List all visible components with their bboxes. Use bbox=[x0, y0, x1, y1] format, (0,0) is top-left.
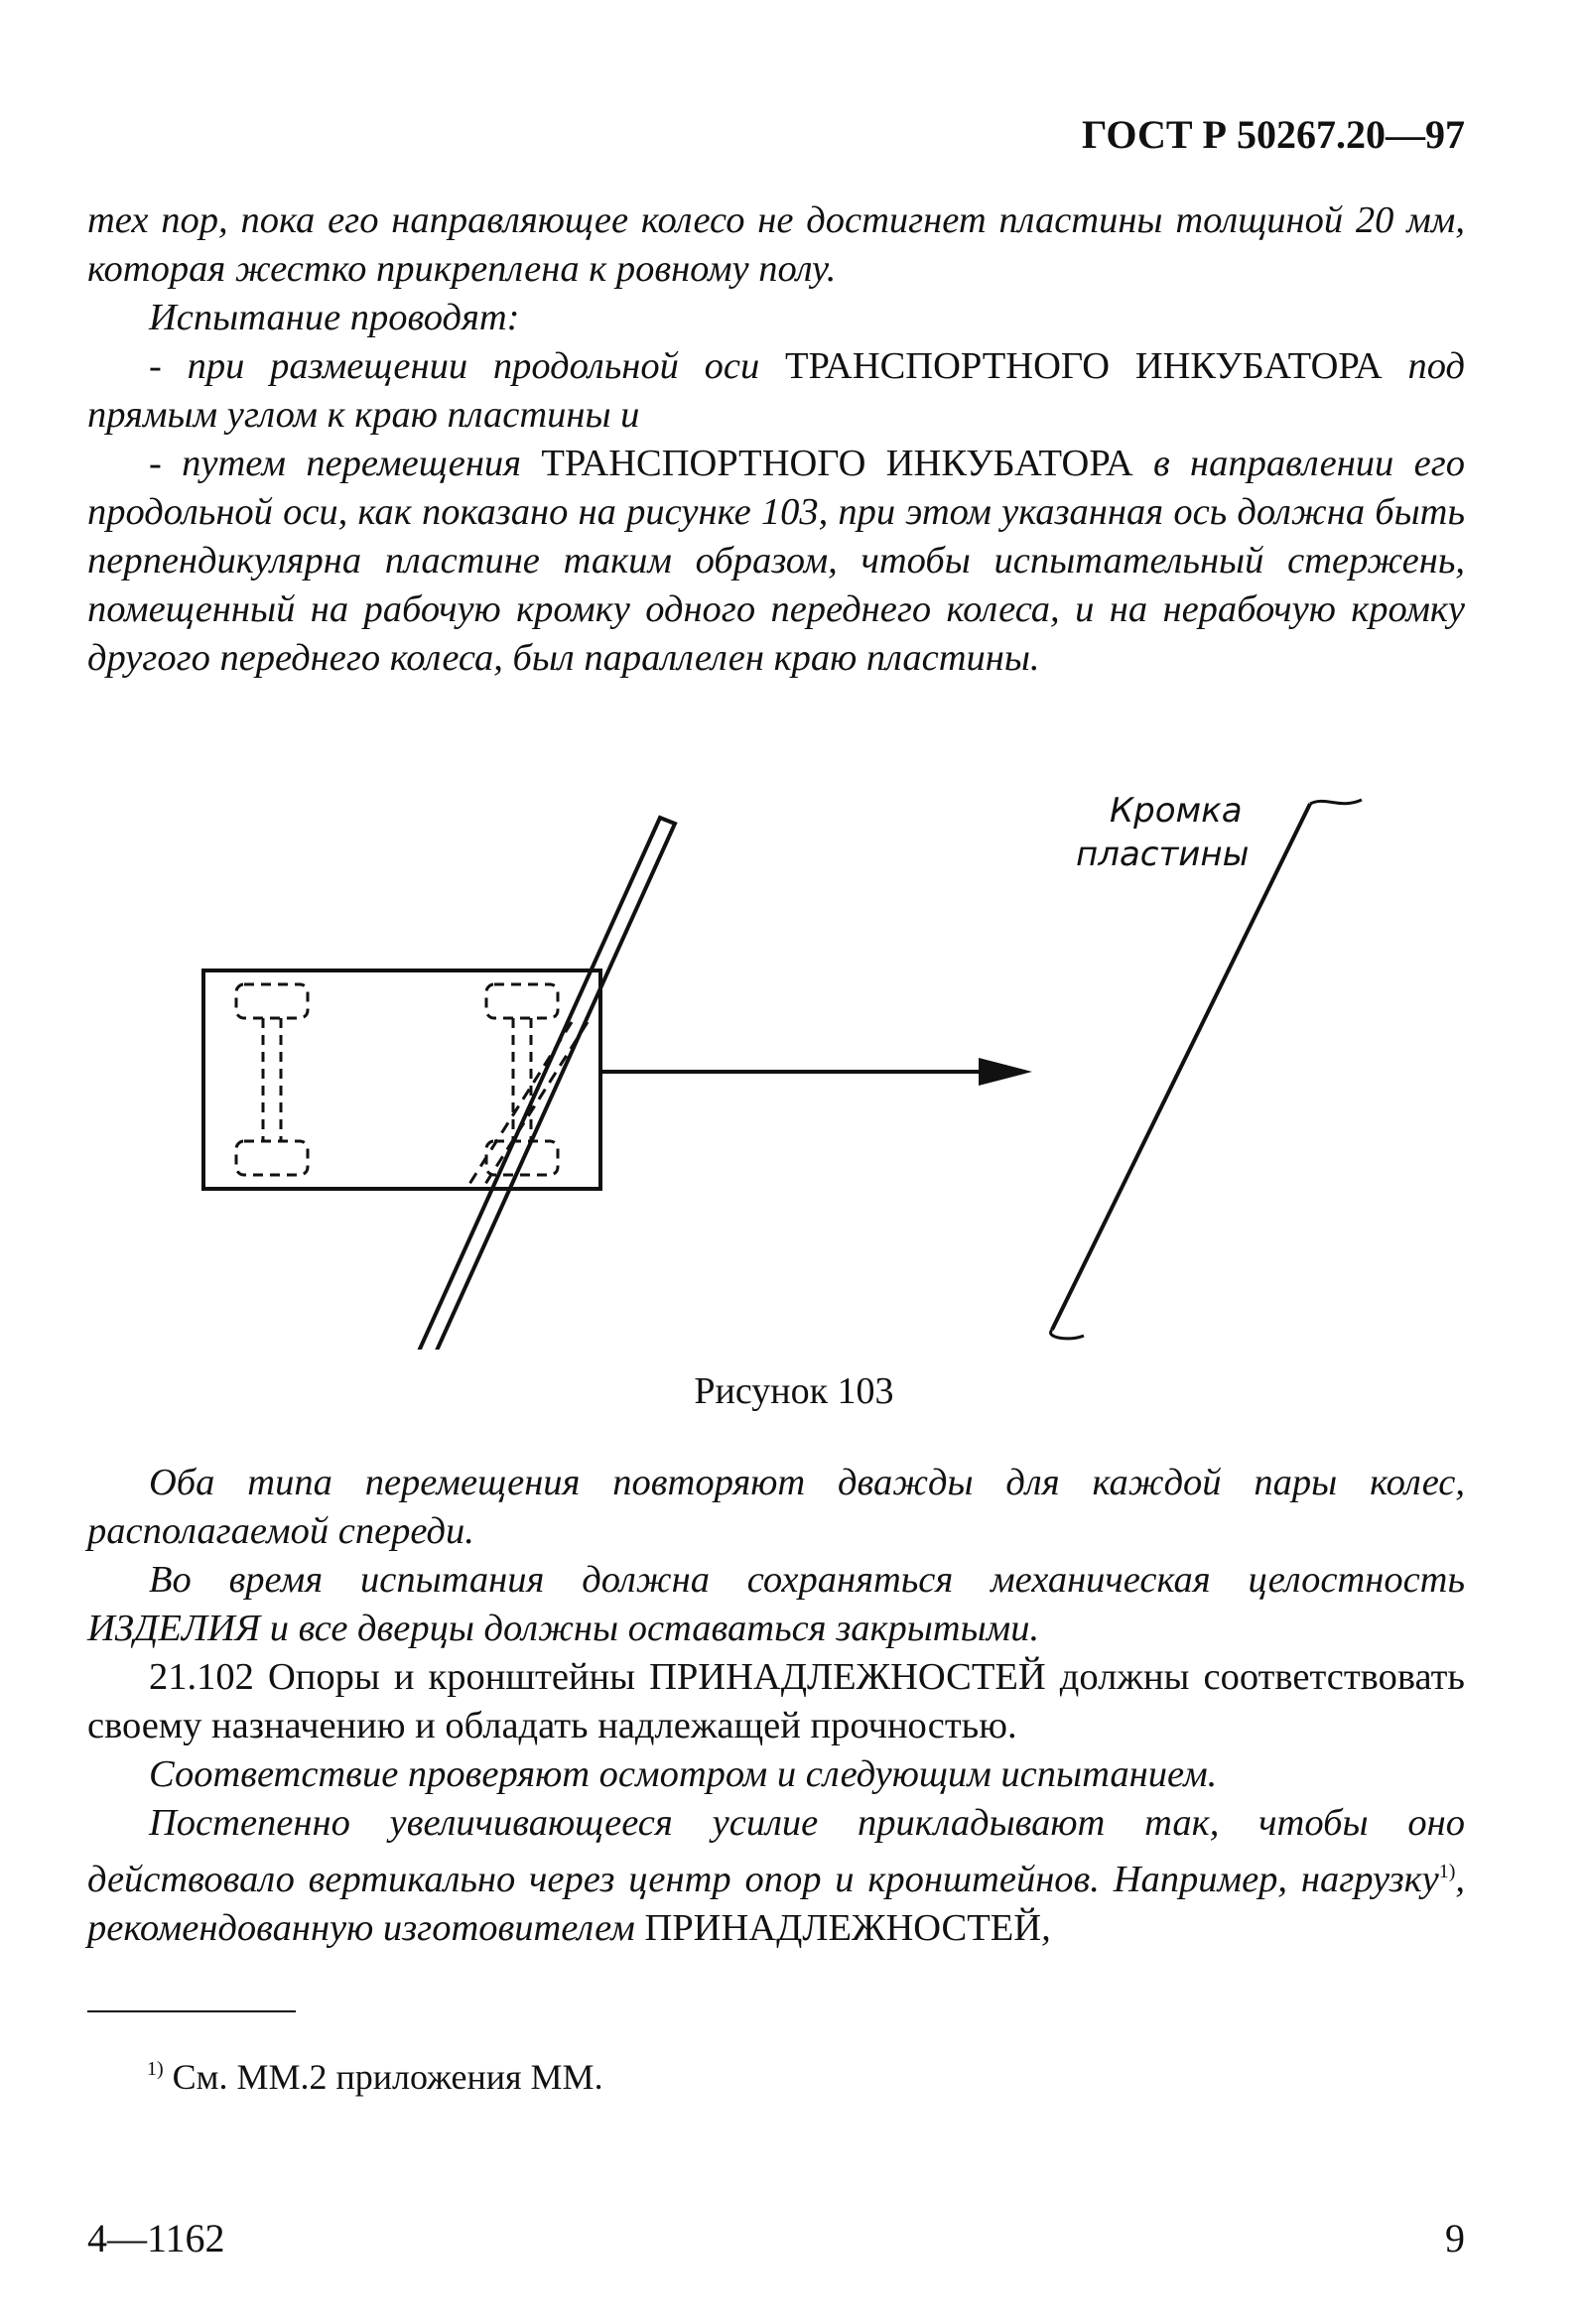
plate-edge-line bbox=[1052, 804, 1310, 1330]
footnote-reference[interactable]: 1) bbox=[1438, 1861, 1456, 1882]
plate-edge-break-bottom bbox=[1051, 1330, 1084, 1339]
footnote-separator bbox=[87, 2010, 296, 2012]
footnote bbox=[147, 2056, 603, 2098]
text-fragment: - при размещении продольной оси bbox=[149, 345, 786, 387]
paragraph-test-intro: Испытание проводят: bbox=[149, 297, 520, 338]
test-rod bbox=[417, 818, 675, 1350]
figure-103-diagram bbox=[159, 794, 1409, 1350]
paragraph-repeat: Оба типа перемещения повторяют дважды для каждой пары колес, располагаемой спереди. bbox=[87, 1462, 1465, 1552]
text-fragment: в направлении его продольной оси, как показано на рисунке 103, при этом указанная ось должна быть перпендикулярна пластине таким образом, чтобы испытательный стержень, помещенный на рабочую кромку одного переднего колеса, и на нерабочую кромку другого переднего колеса, был параллелен краю пластины. bbox=[87, 443, 1465, 679]
text-fragment: под прямым углом к краю пластины и bbox=[87, 345, 1466, 436]
footnote-marker: 1) bbox=[147, 2058, 164, 2080]
text-fragment: и все дверцы должны оставаться закрытыми. bbox=[260, 1608, 1040, 1649]
document-number-header: ГОСТ Р 50267.20—97 bbox=[1081, 112, 1465, 157]
figure-caption: Рисунок 103 bbox=[694, 1370, 894, 1412]
paragraph-integrity bbox=[87, 1556, 1465, 1653]
paragraph-continuation: тех пор, пока его направляющее колесо не достигнет пластины толщиной 20 мм, которая жестко прикреплена к ровному полу. bbox=[87, 199, 1465, 290]
text-fragment: должны соответствовать своему назначению и обладать надлежащей прочностью. bbox=[87, 1656, 1465, 1746]
paragraph-test-item-1 bbox=[87, 342, 1465, 440]
test-rod-hidden bbox=[466, 1022, 588, 1189]
caps-term: ИЗДЕЛИЯ bbox=[87, 1608, 261, 1649]
plate-edge-label-line2: пластины bbox=[1076, 835, 1250, 874]
bottom-text-block bbox=[87, 1459, 1465, 1953]
paragraph-compliance: Соответствие проверяют осмотром и следующим испытанием. bbox=[149, 1753, 1218, 1795]
paragraph-test-item-2 bbox=[87, 440, 1465, 683]
text-fragment: , bbox=[1041, 1907, 1051, 1949]
plate-edge-break-top bbox=[1310, 800, 1362, 804]
right-wheel-set bbox=[486, 984, 558, 1175]
caps-term: ПРИНАДЛЕЖНОСТЕЙ bbox=[644, 1907, 1042, 1949]
caps-term: ПРИНАДЛЕЖНОСТЕЙ bbox=[649, 1656, 1046, 1698]
caps-term: ТРАНСПОРТНОГО ИНКУБАТОРА bbox=[785, 345, 1383, 387]
page-number: 9 bbox=[1445, 2216, 1465, 2260]
text-fragment: - путем перемещения bbox=[149, 443, 542, 484]
footnote-text: См. ММ.2 приложения ММ. bbox=[163, 2057, 603, 2097]
left-wheel-set bbox=[236, 984, 308, 1175]
text-fragment: , рекомендованную изготовителем bbox=[87, 1859, 1465, 1949]
footer-code: 4—1162 bbox=[87, 2216, 225, 2260]
movement-arrow-head bbox=[979, 1058, 1032, 1086]
text-fragment: Во время испытания должна сохраняться механическая целостность bbox=[149, 1559, 1465, 1601]
top-text-block bbox=[87, 196, 1465, 683]
text-fragment: 21.102 Опоры и кронштейны bbox=[149, 1656, 650, 1698]
paragraph-clause-21-102 bbox=[87, 1653, 1465, 1750]
caps-term: ТРАНСПОРТНОГО ИНКУБАТОРА bbox=[541, 443, 1133, 484]
plate-edge-label-line1: Кромка bbox=[1110, 794, 1243, 831]
text-fragment: Постепенно увеличивающееся усилие прикладывают так, чтобы оно действовало вертикально через центр опор и кронштейнов. Например, нагрузку bbox=[87, 1802, 1465, 1900]
paragraph-load-test bbox=[87, 1799, 1465, 1953]
